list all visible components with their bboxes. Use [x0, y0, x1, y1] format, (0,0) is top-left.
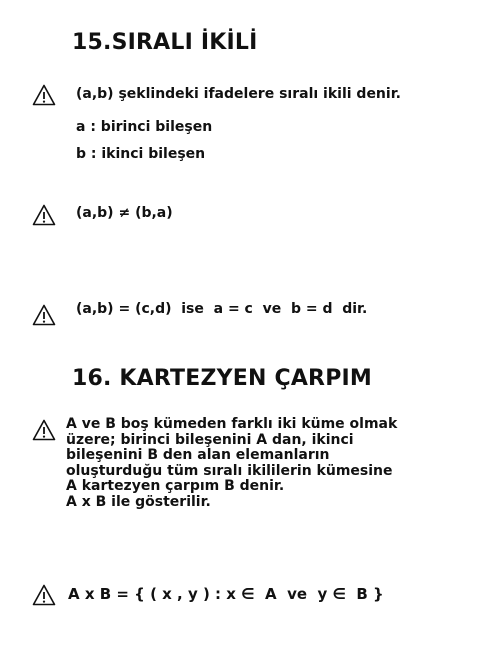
warning-icon — [32, 304, 56, 326]
component-b-text: b : ikinci bileşen — [76, 146, 206, 162]
paragraph-line: üzere; birinci bileşenini A dan, ikinci — [66, 431, 354, 448]
component-a-text: a : birinci bileşen — [76, 119, 213, 135]
paragraph-line: oluşturduğu tüm sıralı ikililerin kümesine — [66, 462, 393, 479]
equality-rule: (a,b) = (c,d) ise a = c ve b = d dir. — [76, 301, 368, 317]
warning-icon — [32, 419, 56, 441]
warning-icon — [32, 584, 56, 606]
section-16-title: 16. KARTEZYEN ÇARPIM — [72, 366, 372, 391]
cartesian-set-notation: A x B = { ( x , y ) : x ∈ A ve y ∈ B } — [68, 585, 384, 603]
ordered-pair-definition: (a,b) şeklindeki ifadelere sıralı ikili denir. — [76, 86, 401, 102]
paragraph-line: bileşenini B den alan elemanların — [66, 447, 330, 463]
paragraph-line: A kartezyen çarpım B denir. — [66, 478, 285, 494]
section-15-title: 15.SIRALI İKİLİ — [72, 30, 258, 55]
paragraph-line: A ve B boş kümeden farklı iki küme olmak — [66, 416, 398, 432]
inequality-statement: (a,b) ≠ (b,a) — [76, 205, 173, 221]
cartesian-product-definition — [66, 417, 397, 510]
paragraph-line: A x B ile gösterilir. — [66, 493, 211, 510]
warning-icon — [32, 84, 56, 106]
warning-icon — [32, 204, 56, 226]
